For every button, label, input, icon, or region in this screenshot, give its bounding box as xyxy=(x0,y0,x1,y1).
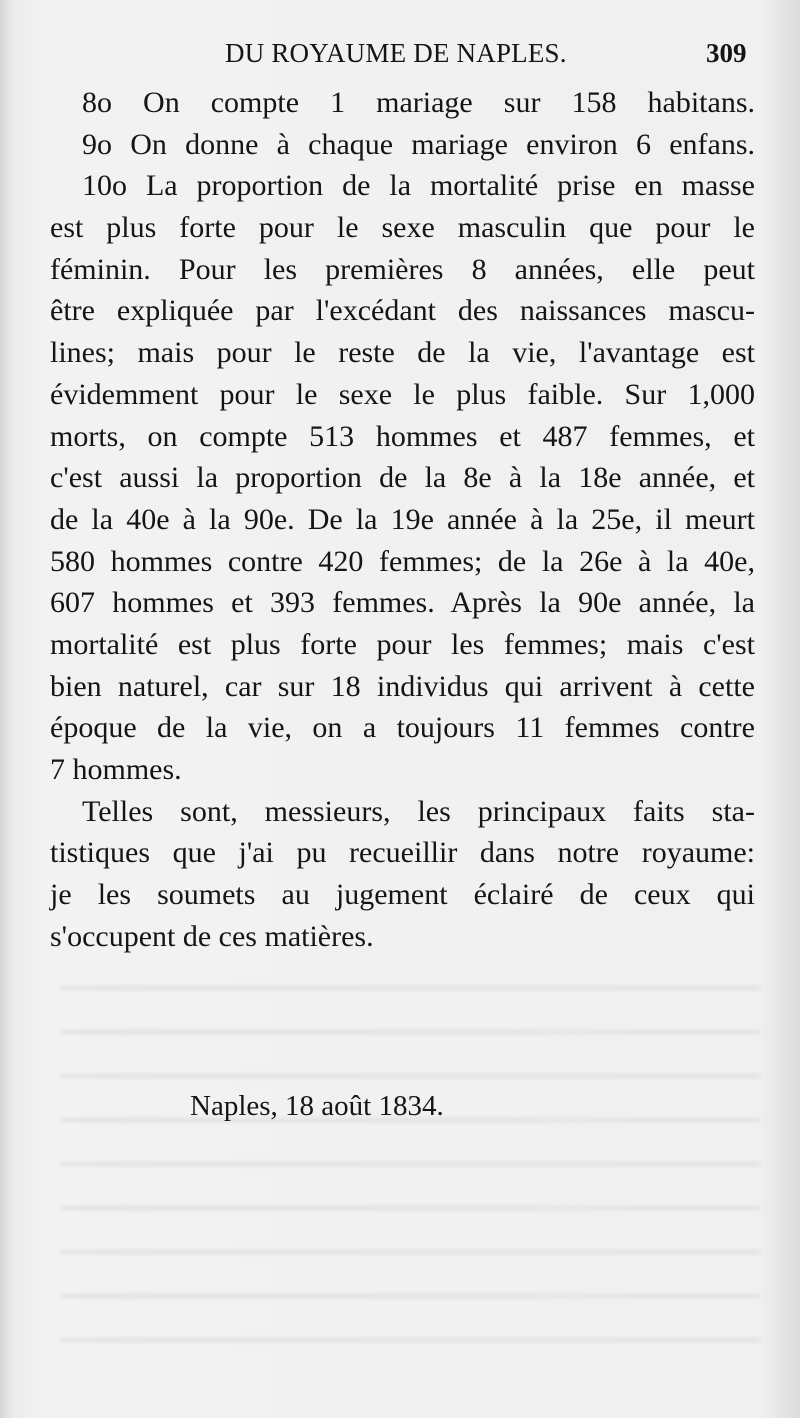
text-line: 9o On donne à chaque mariage environ 6 enfans. xyxy=(82,127,755,161)
page-header xyxy=(0,38,800,78)
date-signature: Naples, 18 août 1834. xyxy=(190,1090,444,1122)
running-title: DU ROYAUME DE NAPLES. xyxy=(225,38,567,68)
text-line: évidemment pour le sexe le plus faible. Sur 1,000 xyxy=(50,377,755,411)
text-line: bien naturel, car sur 18 individus qui arrivent à cette xyxy=(50,669,755,703)
bleed-through-texture xyxy=(60,960,760,1380)
text-line: 607 hommes et 393 femmes. Après la 90e année, la xyxy=(50,586,755,620)
text-line: 580 hommes contre 420 femmes; de la 26e à la 40e, xyxy=(50,544,755,578)
text-line: est plus forte pour le sexe masculin que pour le xyxy=(50,211,755,245)
text-line: 10o La proportion de la mortalité prise en masse xyxy=(82,169,755,203)
text-line: c'est aussi la proportion de la 8e à la 18e année, et xyxy=(50,461,755,495)
text-line: lines; mais pour le reste de la vie, l'avantage est xyxy=(50,336,755,370)
text-line: morts, on compte 513 hommes et 487 femmes, et xyxy=(50,419,755,453)
text-line: être expliquée par l'excédant des naissances mascu- xyxy=(50,294,755,328)
text-line: de la 40e à la 90e. De la 19e année à la 25e, il meurt xyxy=(50,502,755,536)
text-line: tistiques que j'ai pu recueillir dans notre royaume: xyxy=(50,836,755,870)
text-line: époque de la vie, on a toujours 11 femmes contre xyxy=(50,711,755,745)
text-line: féminin. Pour les premières 8 années, elle peut xyxy=(50,252,755,286)
text-line: 7 hommes. xyxy=(50,753,182,786)
text-line: mortalité est plus forte pour les femmes; mais c'est xyxy=(50,627,755,661)
text-line: s'occupent de ces matières. xyxy=(50,919,374,953)
text-line: 8o On compte 1 mariage sur 158 habitans. xyxy=(82,86,755,119)
page-number: 309 xyxy=(706,38,747,68)
text-line: je les soumets au jugement éclairé de ceux qui xyxy=(50,878,755,912)
body-text xyxy=(50,82,755,957)
text-line: Telles sont, messieurs, les principaux faits sta- xyxy=(82,794,755,828)
